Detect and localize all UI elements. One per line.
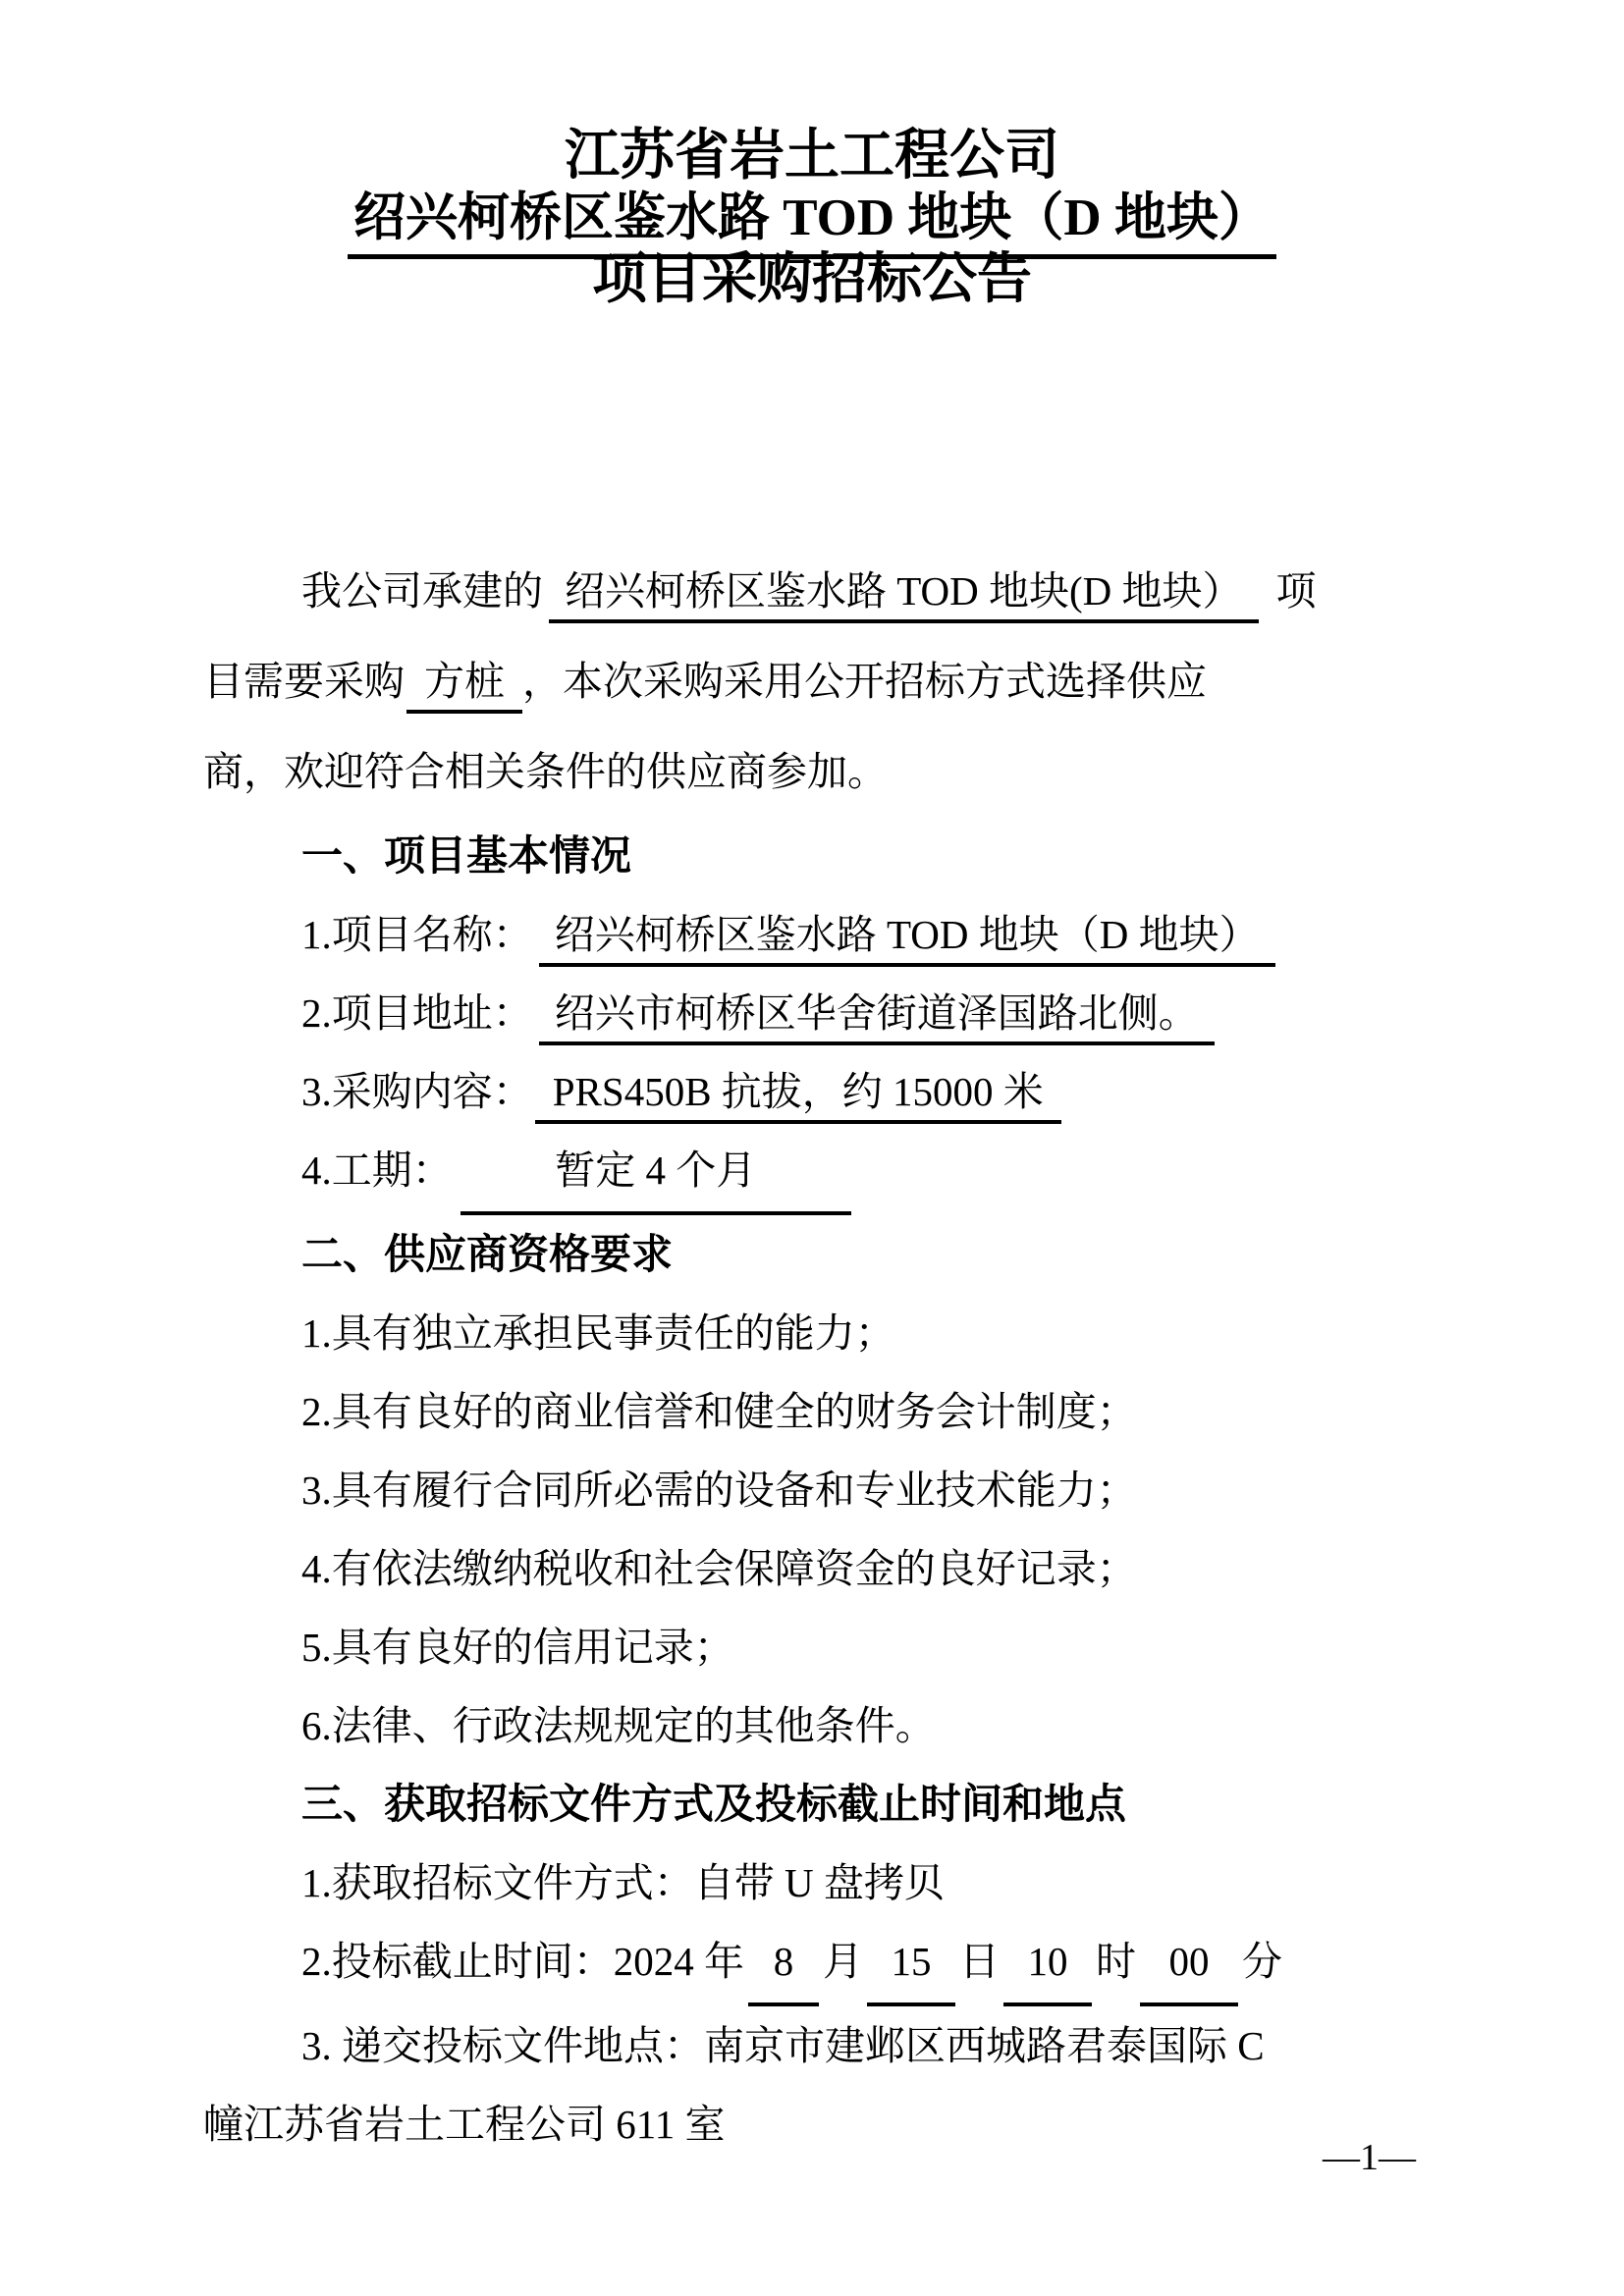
deadline-day-unit: 日 bbox=[959, 1939, 1000, 1984]
qualification-item-2: 2.具有良好的商业信誉和健全的财务会计制度； bbox=[301, 1389, 1137, 1434]
deadline-hour-unit: 时 bbox=[1096, 1939, 1136, 1984]
duration-label: 4.工期： bbox=[301, 1148, 453, 1193]
intro-line-3: 商，欢迎符合相关条件的供应商参加。 bbox=[203, 749, 888, 794]
project-name-label: 1.项目名称： bbox=[301, 912, 533, 957]
page-number: —1— bbox=[1323, 2137, 1416, 2178]
section3-heading: 三、获取招标文件方式及投标截止时间和地点 bbox=[301, 1781, 1127, 1827]
purchase-content-value: PRS450B 抗拔，约 15000 米 bbox=[535, 1069, 1061, 1124]
title-line-3: 项目采购招标公告 bbox=[592, 249, 1032, 310]
intro-paragraph bbox=[203, 546, 1323, 817]
deadline-month: 8 bbox=[748, 1922, 819, 2006]
purchase-content-label: 3.采购内容： bbox=[301, 1069, 533, 1114]
submit-location-line-2: 幢江苏省岩土工程公司 611 室 bbox=[203, 2102, 726, 2147]
qualification-item-6: 6.法律、行政法规规定的其他条件。 bbox=[301, 1703, 936, 1748]
section2-heading: 二、供应商资格要求 bbox=[301, 1231, 674, 1277]
intro-line-1 bbox=[203, 546, 1323, 636]
project-name-value: 绍兴柯桥区鉴水路 TOD 地块（D 地块） bbox=[539, 912, 1275, 967]
intro-line-1-tail: 项 bbox=[1275, 568, 1317, 614]
intro-line-2 bbox=[203, 636, 1323, 726]
deadline-day: 15 bbox=[867, 1922, 955, 2006]
document-title bbox=[0, 0, 1624, 310]
qualification-item-4: 4.有依法缴纳税收和社会保障资金的良好记录； bbox=[301, 1546, 1137, 1591]
qualification-item-1: 1.具有独立承担民事责任的能力； bbox=[301, 1310, 895, 1356]
purchase-item-blank: 方桩 bbox=[406, 659, 522, 714]
title-line-2 bbox=[0, 187, 1624, 249]
purchase-content-row bbox=[203, 1052, 1323, 1131]
intro-line-1-text: 我公司承建的 bbox=[301, 568, 543, 614]
project-address-label: 2.项目地址： bbox=[301, 990, 533, 1036]
project-name-row bbox=[203, 895, 1323, 974]
section1-heading: 一、项目基本情况 bbox=[301, 832, 632, 879]
deadline-hour: 10 bbox=[1003, 1922, 1092, 2006]
duration-row bbox=[203, 1131, 1323, 1215]
project-address-row bbox=[203, 974, 1323, 1052]
qualification-item-5: 5.具有良好的信用记录； bbox=[301, 1625, 734, 1670]
deadline-minute-unit: 分 bbox=[1242, 1939, 1282, 1984]
document-body bbox=[203, 546, 1323, 2163]
submit-location-line-1: 3. 递交投标文件地点：南京市建邺区西城路君泰国际 C bbox=[301, 2023, 1265, 2068]
deadline-row bbox=[203, 1922, 1323, 2006]
deadline-minute: 00 bbox=[1140, 1922, 1238, 2006]
project-address-value: 绍兴市柯桥区华舍街道泽国路北侧。 bbox=[539, 990, 1215, 1045]
obtain-method-row: 1.获取招标文件方式：自带 U 盘拷贝 bbox=[301, 1860, 945, 1905]
deadline-month-unit: 月 bbox=[823, 1939, 863, 1984]
project-name-blank: 绍兴柯桥区鉴水路 TOD 地块(D 地块） bbox=[549, 568, 1259, 623]
duration-value: 暂定 4 个月 bbox=[460, 1131, 851, 1215]
qualification-item-3: 3.具有履行合同所必需的设备和专业技术能力； bbox=[301, 1468, 1137, 1513]
intro-line-2-text: 目需要采购 bbox=[203, 659, 405, 704]
title-line-1: 江苏省岩土工程公司 bbox=[565, 126, 1059, 187]
intro-line-2-tail: ，本次采购采用公开招标方式选择供应 bbox=[522, 659, 1207, 704]
deadline-prefix: 2.投标截止时间：2024 年 bbox=[301, 1939, 744, 1984]
title-line-2-text: 绍兴柯桥区鉴水路 TOD 地块（D 地块） bbox=[348, 189, 1276, 259]
